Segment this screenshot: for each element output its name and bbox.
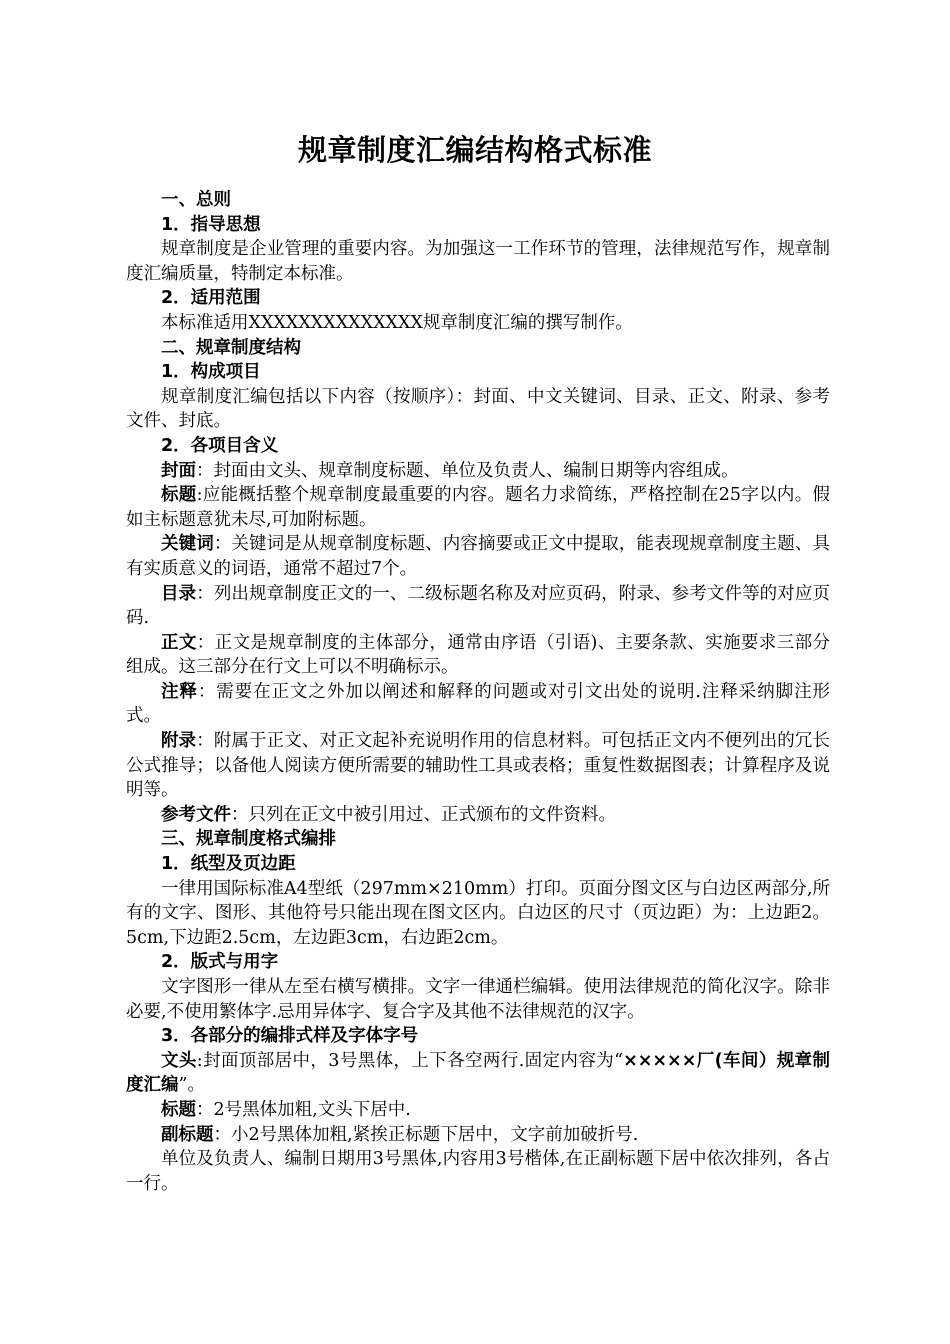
definition-text: ：关键词是从规章制度标题、内容摘要或正文中提取，能表现规章制度主题、具有实质意义的词语，通常不超过7个。 <box>126 534 831 579</box>
paragraph-components: 规章制度汇编包括以下内容（按顺序）：封面、中文关键词、目录、正文、附录、参考文件、封底。 <box>126 386 830 432</box>
definition-text: ：小2号黑体加粗,紧挨正标题下居中，文字前加破折号. <box>213 1124 639 1145</box>
definition-text: ：附属于正文、对正文起补充说明作用的信息材料。可包括正文内不便列出的冗长公式推导；以备他人阅读方便所需要的辅助性工具或表格；重复性数据图表；计算程序及说明等。 <box>126 731 830 801</box>
definition-text: ：2号黑体加粗,文头下居中. <box>196 1099 411 1120</box>
definition-text-end: ”。 <box>178 1075 205 1096</box>
definition-references <box>126 803 830 828</box>
definition-text: ：需要在正文之外加以阐述和解释的问题或对引文出处的说明.注释采纳脚注形式。 <box>126 681 830 727</box>
section-heading-general: 一、总则 <box>161 190 231 210</box>
subheading-paper-margins: 1．纸型及页边距 <box>161 854 296 875</box>
definition-text: :封面顶部居中，3号黑体，上下各空两行.固定内容为“ <box>196 1050 624 1071</box>
definition-text: ：封面由文头、规章制度标题、单位及负责人、编制日期等内容组成。 <box>196 460 739 481</box>
paragraph-scope: 本标准适用XXXXXXXXXXXXXX规章制度汇编的撰写制作。 <box>161 312 633 333</box>
definition-text: ：只列在正文中被引用过、正式颁布的文件资料。 <box>231 804 616 825</box>
definition-label: 关键词 <box>161 534 214 555</box>
paragraph-unit-date: 单位及负责人、编制日期用3号黑体,内容用3号楷体,在正副标题下居中依次排列，各占一行。 <box>126 1149 830 1194</box>
subheading-layout-characters: 2．版式与用字 <box>161 952 279 973</box>
definition-appendix <box>126 729 830 803</box>
definition-label: 副标题 <box>161 1124 214 1145</box>
page-title: 规章制度汇编结构格式标准 <box>297 133 652 167</box>
definition-label: 标题 <box>161 485 197 506</box>
definition-label: 封面 <box>161 460 196 481</box>
paragraph-guiding-idea: 规章制度是企业管理的重要内容。为加强这一工作环节的管理，法律规范写作，规章制度汇编质量，特制定本标准。 <box>126 239 830 284</box>
definition-notes <box>126 680 830 729</box>
definition-subtitle <box>126 1123 830 1148</box>
subheading-guiding-idea: 1．指导思想 <box>161 214 261 235</box>
subheading-components: 1．构成项目 <box>161 362 261 383</box>
definition-text: ：列出规章制度正文的一、二级标题名称及对应页码，附录、参考文件等的对应页码. <box>126 583 830 629</box>
subheading-item-meanings: 2．各项目含义 <box>161 435 279 456</box>
definition-keywords <box>126 532 830 581</box>
definition-cover <box>126 459 830 484</box>
document-body <box>126 188 830 1196</box>
definition-toc <box>126 582 830 631</box>
subheading-scope: 2．适用范围 <box>161 288 261 309</box>
paragraph-paper-margins: 一律用国际标准A4型纸（297mm×210mm）打印。页面分图文区与白边区两部分,所有的文字、图形、其他符号只能出现在图文区内。白边区的尺寸（页边距）为：上边距2。5cm,下边距2.5cm，左边距3cm，右边距2cm。 <box>126 878 830 948</box>
definition-label: 参考文件 <box>161 804 231 825</box>
definition-header <box>126 1049 830 1098</box>
definition-label: 目录 <box>161 583 197 604</box>
fixed-content: ×××××厂(车间）规章制度汇编 <box>126 1050 830 1096</box>
definition-text: ：正文是规章制度的主体部分，通常由序语（引语)、主要条款、实施要求三部分组成。这三部分在行文上可以不明确标示。 <box>126 632 831 678</box>
definition-label: 标题 <box>161 1099 196 1120</box>
section-heading-structure: 二、规章制度结构 <box>161 337 301 358</box>
definition-label: 正文 <box>161 632 197 653</box>
definition-main-text <box>126 631 830 680</box>
definition-title <box>126 483 830 532</box>
paragraph-layout-characters: 文字图形一律从左至右横写横排。文字一律通栏编辑。使用法律规范的简化汉字。除非必要,不使用繁体字.忌用异体字、复合字及其他不法律规范的汉字。 <box>126 977 830 1022</box>
definition-label: 注释 <box>161 681 198 702</box>
definition-text: :应能概括整个规章制度最重要的内容。题名力求简练，严格控制在25字以内。假如主标题意犹未尽,可加附标题。 <box>126 485 830 530</box>
definition-title-format <box>126 1098 830 1123</box>
definition-label: 附录 <box>161 731 197 752</box>
section-heading-format: 三、规章制度格式编排 <box>161 829 336 850</box>
definition-label: 文头 <box>161 1050 197 1071</box>
subheading-fonts: 3．各部分的编排式样及字体字号 <box>161 1026 419 1047</box>
